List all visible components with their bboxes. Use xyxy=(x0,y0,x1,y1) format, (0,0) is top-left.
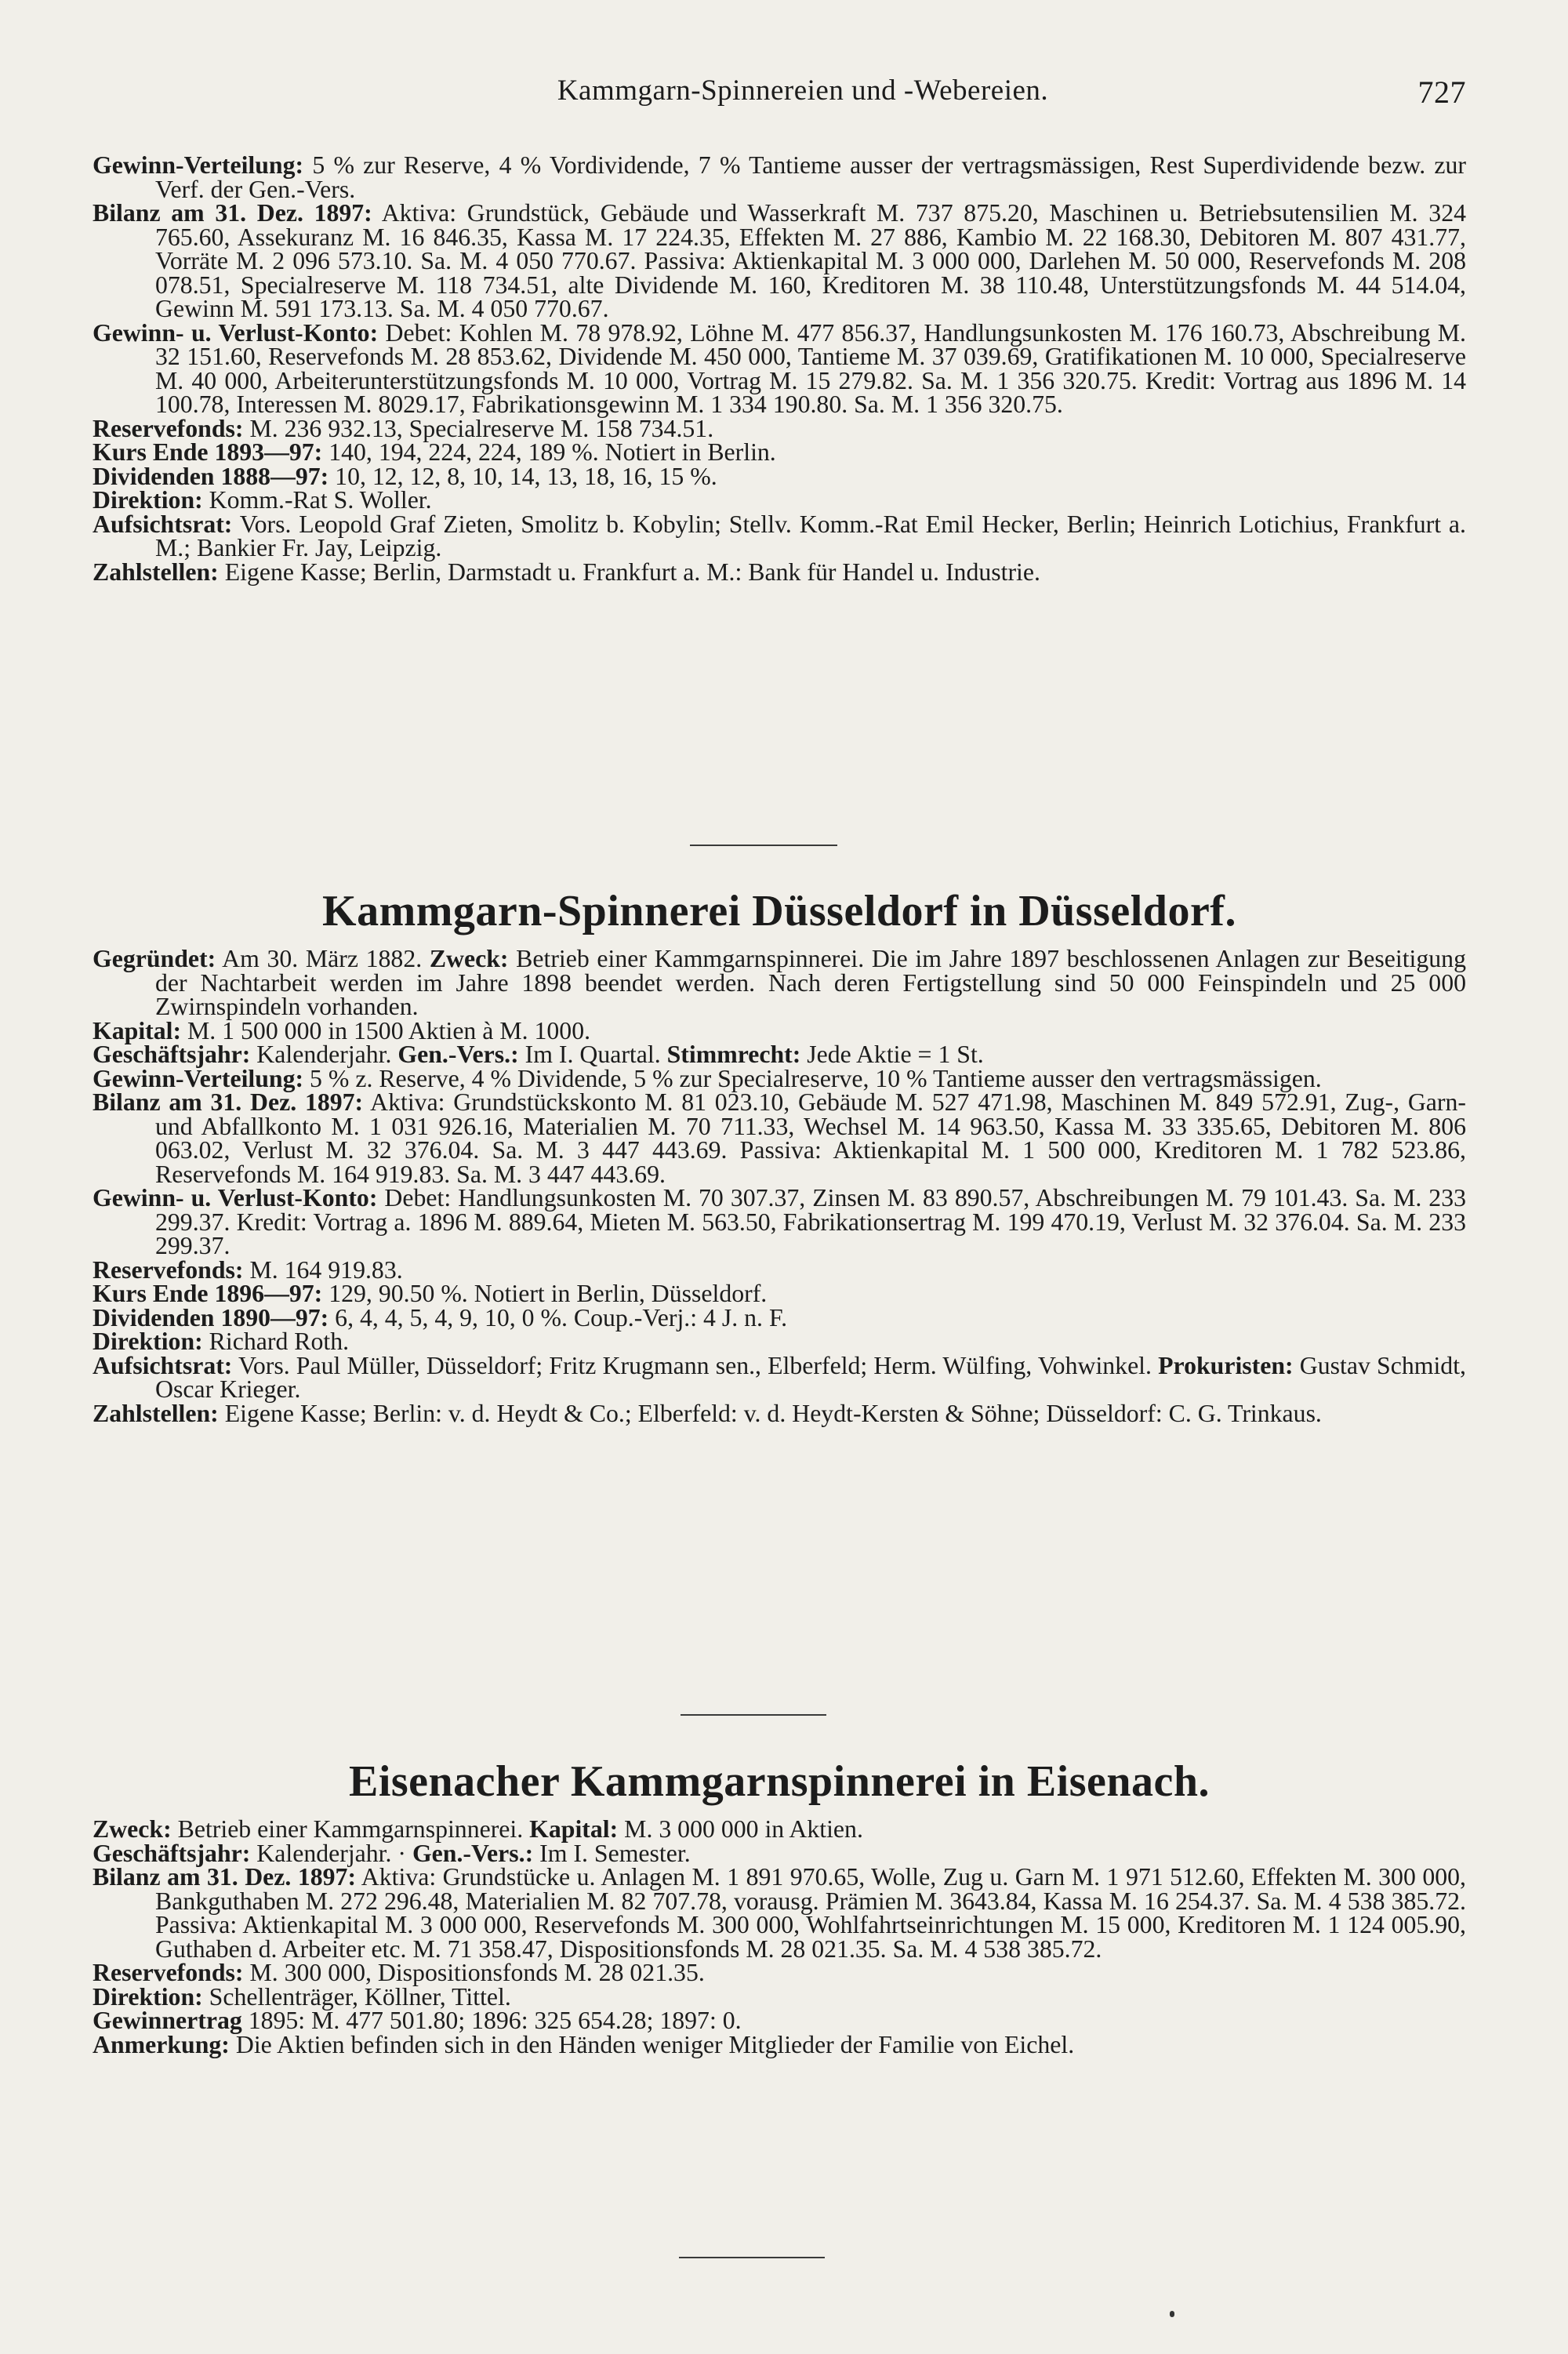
entry-geschaeftsjahr: Geschäftsjahr: Kalenderjahr. · Gen.-Vers.: Im I. Semester. xyxy=(93,1839,691,1867)
running-head xyxy=(93,74,1466,113)
entry-gewinnertrag: Gewinnertrag 1895: M. 477 501.80; 1896: 325 654.28; 1897: 0. xyxy=(93,2007,742,2034)
entry-bilanz: Bilanz am 31. Dez. 1897: Aktiva: Grundstück, Gebäude und Wasserkraft M. 737 875.20, Maschinen u. Betriebsutensilien M. 324 765.60, Assekuranz M. 16 846.35, Kassa M. 17 224.35, Effekten M. 27 886, Kambio M. 22 168.30, Debitoren M. 807 431.77, Vorräte M. 2 096 573.10. Sa. M. 4 050 770.67. Passiva: Aktienkapital M. 3 000 000, Darlehen M. 50 000, Reservefonds M. 208 078.51, Specialreserve M. 118 734.51, alte Dividende M. 160, Kreditoren M. 38 110.48, Unterstützungsfonds M. 44 514.04, Gewinn M. 591 173.13. Sa. M. 4 050 770.67. xyxy=(93,199,1466,322)
section-duesseldorf xyxy=(93,886,1466,1426)
entry-reservefonds: Reservefonds: M. 236 932.13, Specialreserve M. 158 734.51. xyxy=(93,414,714,442)
company-title-duesseldorf: Kammgarn-Spinnerei Düsseldorf in Düsseldorf. xyxy=(322,887,1236,935)
entry-aufsichtsrat: Aufsichtsrat: Vors. Leopold Graf Zieten, Smolitz b. Kobylin; Stellv. Komm.-Rat Emil Hecker, Berlin; Heinrich Lotichius, Frankfurt a. M.; Bankier Fr. Jay, Leipzig. xyxy=(93,510,1466,561)
print-mark xyxy=(1170,2311,1174,2317)
entry-kurs: Kurs Ende 1893—97: 140, 194, 224, 224, 189 %. Notiert in Berlin. xyxy=(93,438,776,466)
entry-zahlstellen: Zahlstellen: Eigene Kasse; Berlin: v. d. Heydt & Co.; Elberfeld: v. d. Heydt-Kersten & Söhne; Düsseldorf: C. G. Trinkaus. xyxy=(93,1399,1322,1427)
entry-direktion: Direktion: Komm.-Rat S. Woller. xyxy=(93,486,432,514)
entry-aufsichtsrat: Aufsichtsrat: Vors. Paul Müller, Düsseldorf; Fritz Krugmann sen., Elberfeld; Herm. Wülfing, Vohwinkel. Prokuristen: Gustav Schmidt, Oscar Krieger. xyxy=(93,1351,1466,1403)
entry-bilanz: Bilanz am 31. Dez. 1897: Aktiva: Grundstücke u. Anlagen M. 1 891 970.65, Wolle, Zug u. Garn M. 1 971 512.60, Effekten M. 300 000, Bankguthaben M. 272 296.48, Materialien M. 82 707.78, vorausg. Prämien M. 3643.84, Kassa M. 16 254.37. Sa. M. 4 538 385.72. Passiva: Aktienkapital M. 3 000 000, Reservefonds M. 300 000, Wohlfahrtseinrichtungen M. 15 000, Kreditoren M. 1 124 005.90, Guthaben d. Arbeiter etc. M. 71 358.47, Dispositionsfonds M. 28 021.35. Sa. M. 4 538 385.72. xyxy=(93,1863,1467,1963)
page-number: 727 xyxy=(1417,74,1466,110)
entry-gegruendet: Gegründet: Am 30. März 1882. Zweck: Betrieb einer Kammgarnspinnerei. Die im Jahre 1897 beschlossenen Anlagen zur Beseitigung der Nachtarbeit werden im Jahre 1898 beendet werden. Nach deren Fertigstellung sind 50 000 Feinspindeln und 25 000 Zwirnspindeln vorhanden. xyxy=(93,945,1466,1020)
entry-direktion: Direktion: Schellenträger, Köllner, Tittel. xyxy=(93,1982,511,2011)
entry-gewinn-verlust: Gewinn- u. Verlust-Konto: Debet: Kohlen M. 78 978.92, Löhne M. 477 856.37, Handlungsunkosten M. 176 160.73, Abschreibung M. 32 151.60, Reservefonds M. 28 853.62, Dividende M. 450 000, Tantieme M. 37 039.69, Gratifikationen M. 10 000, Specialreserve M. 40 000, Arbeiterunterstützungsfonds M. 10 000, Vortrag M. 15 279.82. Sa. M. 1 356 320.75. Kredit: Vortrag aus 1896 M. 14 100.78, Interessen M. 8029.17, Fabrikationsgewinn M. 1 334 190.80. Sa. M. 1 356 320.75. xyxy=(93,318,1466,418)
entry-anmerkung: Anmerkung: Die Aktien befinden sich in den Händen weniger Mitglieder der Familie von Eichel. xyxy=(93,2030,1075,2058)
entry-reservefonds: Reservefonds: M. 300 000, Dispositionsfonds M. 28 021.35. xyxy=(93,1959,705,1986)
entry-dividenden: Dividenden 1888—97: 10, 12, 12, 8, 10, 14, 13, 18, 16, 15 %. xyxy=(93,462,717,490)
entry-gewinn-verlust: Gewinn- u. Verlust-Konto: Debet: Handlungsunkosten M. 70 307.37, Zinsen M. 83 890.57, Abschreibungen M. 79 101.43. Sa. M. 233 299.37. Kredit: Vortrag a. 1896 M. 889.64, Mieten M. 563.50, Fabrikationsertrag M. 199 470.19, Verlust M. 32 376.04. Sa. M. 233 299.37. xyxy=(93,1184,1466,1259)
entry-zahlstellen: Zahlstellen: Eigene Kasse; Berlin, Darmstadt u. Frankfurt a. M.: Bank für Handel u. Industrie. xyxy=(93,558,1040,586)
entry-reservefonds: Reservefonds: M. 164 919.83. xyxy=(93,1255,403,1284)
entry-direktion: Direktion: Richard Roth. xyxy=(93,1328,350,1355)
entry-gewinn-verteilung: Gewinn-Verteilung: 5 % z. Reserve, 4 % Dividende, 5 % zur Specialreserve, 10 % Tantieme ausser den vertragsmässigen. xyxy=(93,1064,1322,1092)
entry-zweck: Zweck: Betrieb einer Kammgarnspinnerei. Kapital: M. 3 000 000 in Aktien. xyxy=(93,1815,863,1843)
section-divider xyxy=(690,845,837,846)
section-divider xyxy=(679,2257,825,2258)
entry-gewinn-verteilung: Gewinn-Verteilung: 5 % zur Reserve, 4 % Vordividende, 7 % Tantieme ausser der vertragsmässigen, Rest Superdividende bezw. zur Verf. der Gen.-Vers. xyxy=(93,151,1466,203)
section-divider xyxy=(681,1714,826,1716)
section-continued xyxy=(93,151,1466,586)
entry-dividenden: Dividenden 1890—97: 6, 4, 4, 5, 4, 9, 10, 0 %. Coup.-Verj.: 4 J. n. F. xyxy=(93,1303,788,1331)
section-eisenach xyxy=(93,1756,1466,2057)
entry-bilanz: Bilanz am 31. Dez. 1897: Aktiva: Grundstückskonto M. 81 023.10, Gebäude M. 527 471.98, Maschinen M. 849 572.91, Zug-, Garn- und Abfallkonto M. 1 031 926.16, Materialien M. 70 711.33, Wechsel M. 14 963.50, Kassa M. 33 335.65, Debitoren M. 806 063.02, Verlust M. 32 376.04. Sa. M. 3 447 443.69. Passiva: Aktienkapital M. 1 500 000, Kreditoren M. 1 782 523.86, Reservefonds M. 164 919.83. Sa. M. 3 447 443.69. xyxy=(93,1088,1466,1188)
running-head-title: Kammgarn-Spinnereien und -Webereien. xyxy=(557,74,1049,107)
entry-kurs: Kurs Ende 1896—97: 129, 90.50 %. Notiert in Berlin, Düsseldorf. xyxy=(93,1280,768,1307)
entry-kapital: Kapital: M. 1 500 000 in 1500 Aktien à M. 1000. xyxy=(93,1016,591,1044)
company-title-eisenach: Eisenacher Kammgarnspinnerei in Eisenach. xyxy=(348,1757,1210,1806)
entry-geschaeftsjahr: Geschäftsjahr: Kalenderjahr. Gen.-Vers.: Im I. Quartal. Stimmrecht: Jede Aktie = 1 St. xyxy=(93,1041,984,1068)
